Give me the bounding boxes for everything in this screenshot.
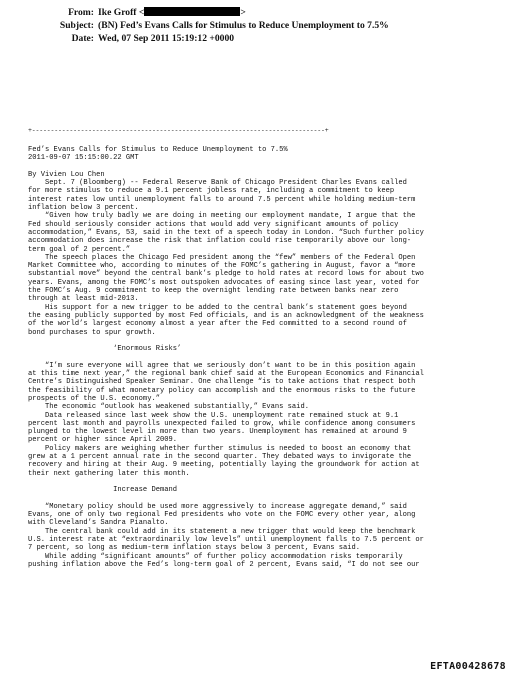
subject-label: Subject:: [59, 20, 94, 31]
paragraph-6: The economic “outlook has weakened substantially,” Evans said.: [28, 403, 309, 412]
paragraph-1: Sept. 7 (Bloomberg) -- Federal Reserve Bank of Chicago President Charles Evans called for more stimulus to reduce a 9.1 percent jobless rate, including a commitment to keep interest rates low until unemployment falls to around 7.5 percent while holding medium-term inflation below 3 percent.: [28, 179, 416, 213]
date-row: [0, 32, 512, 45]
separator-line: +------------------------------------------------------------------------------+: [28, 127, 329, 134]
subject-value: (BN) Fed’s Evans Calls for Stimulus to Reduce Unemployment to 7.5%: [98, 20, 389, 31]
from-name: Ike Groff <: [98, 7, 145, 18]
date-label: Date:: [71, 33, 94, 44]
subject-row: [0, 19, 512, 32]
paragraph-7: Data released since last week show the U.S. unemployment rate remained stuck at 9.1 percent last month and payrolls unexpected failed to grow, while confidence among consumers plunged to the lowest level in more than two years. Unemployment has remained at around 9 percent or higher since April 2009.: [28, 411, 416, 445]
subhead-increase-demand: Increase Demand: [28, 486, 177, 495]
paragraph-9: “Monetary policy should be used more aggressively to increase aggregate demand,” said Evans, one of only two regional Fed presidents who vote on the FOMC every other year, along with Cleveland’s Sandra Pianalto.: [28, 502, 416, 528]
redaction-block: [144, 7, 240, 16]
date-value: Wed, 07 Sep 2011 15:19:12 +0000: [98, 33, 235, 44]
email-header: [0, 6, 512, 45]
paragraph-3: The speech places the Chicago Fed president among the “few” members of the Federal Open Market Committee who, according to minutes of the FOMC’s gathering in August, favor a “more substantial move” beyond the central bank’s pledge to hold rates at record lows for about two years. Evans, among the FOMC’s most outspoken advocates of easing since last year, voted for the FOMC’s Aug. 9 commitment to keep the overnight lending rate between banks near zero through at least mid-2013.: [28, 253, 424, 304]
paragraph-8: Policy makers are weighing whether further stimulus is needed to boost an economy that grew at a 1 percent annual rate in the second quarter. They debated ways to invigorate the recovery and hiring at their Aug. 9 meeting, potentially laying the groundwork for action at their next gathering later this month.: [28, 444, 420, 478]
paragraph-11: While adding “significant amounts” of further policy accommodation risks temporarily pushing inflation above the Fed’s long-term goal of 2 percent, Evans said, “I do not see our: [28, 552, 420, 569]
paragraph-4: His support for a new trigger to be added to the central bank’s statement goes beyond the easing publicly supported by most Fed officials, and is an acknowledgment of the weakness of the world’s largest economy almost a year after the Fed committed to a second round of bond purchases to spur growth.: [28, 303, 424, 337]
from-label: From:: [68, 7, 94, 18]
article-body: [28, 146, 498, 569]
bates-number: EFTA00428678: [430, 661, 506, 672]
from-suffix: >: [240, 7, 246, 18]
paragraph-5: “I’m sure everyone will agree that we seriously don’t want to be in this position again at this time next year,” the regional bank chief said at the European Economics and Financial Centre’s Distinguished Speaker Seminar. One challenge “is to take actions that respect both the feasibility of what monetary policy can accomplish and the enormous risks to the future prospects of the U.S. economy.”: [28, 361, 424, 403]
paragraph-10: The central bank could add in its statement a new trigger that would keep the benchmark U.S. interest rate at “extraordinarily low levels” until unemployment falls to 7.5 percent or 7 percent, so long as medium-term inflation stays below 3 percent, Evans said.: [28, 527, 424, 553]
from-row: [0, 6, 512, 19]
article-headline: Fed’s Evans Calls for Stimulus to Reduce Unemployment to 7.5%: [28, 146, 288, 154]
paragraph-2: “Given how truly badly we are doing in meeting our employment mandate, I argue that the Fed should seriously consider actions that would add very significant amounts of policy accommodation,” Evans, 53, said in the text of a speech today in London. “Such further policy accommodation does increase the risk that inflation could rise temporarily above our long- term goal of 2 percent.”: [28, 212, 424, 254]
article-byline: By Vivien Lou Chen: [28, 170, 105, 179]
article-timestamp: 2011-09-07 15:15:00.22 GMT: [28, 154, 139, 163]
subhead-enormous-risks: ‘Enormous Risks’: [28, 345, 182, 354]
